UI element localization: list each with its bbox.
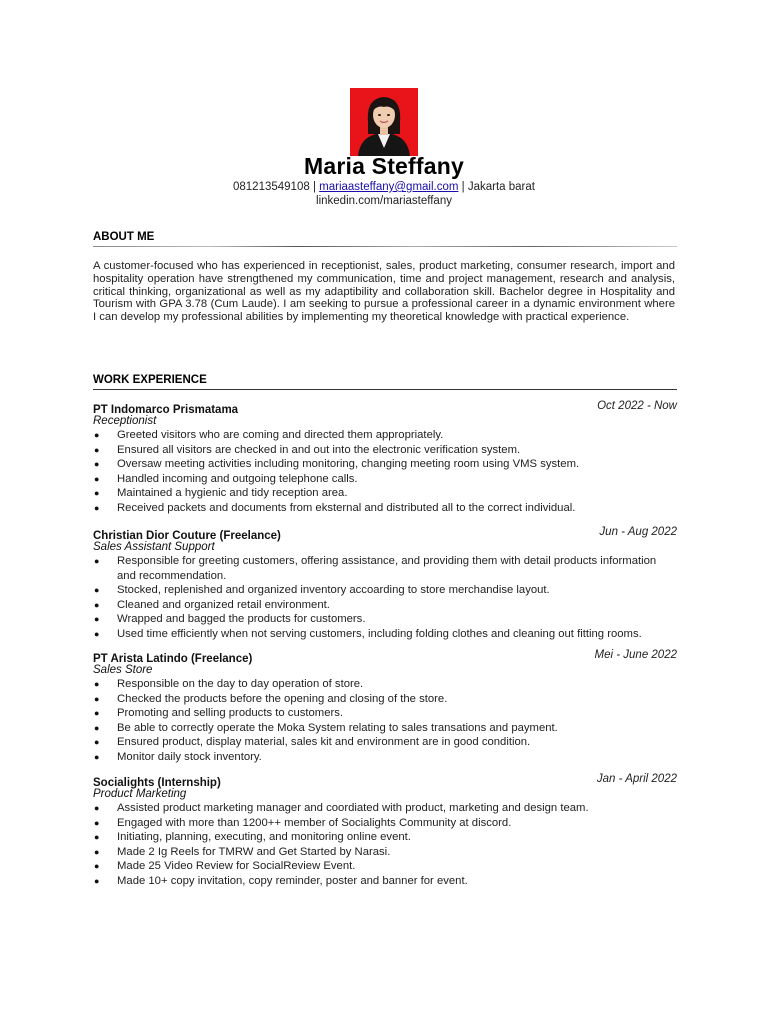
list-item: ● Responsible for greeting customers, offering assistance, and providing them with detail products information and recommendation. xyxy=(94,555,657,582)
profile-photo xyxy=(350,88,418,156)
bullet-icon: ● xyxy=(94,444,100,455)
list-item: ● Checked the products before the opening and closing of the store. xyxy=(94,692,448,705)
bullet-icon: ● xyxy=(94,679,100,689)
job-duties xyxy=(93,554,677,642)
job-entry xyxy=(93,773,677,889)
bullet-icon: ● xyxy=(94,628,100,639)
bullet-icon: ● xyxy=(94,722,100,733)
bullet-icon: ● xyxy=(94,599,100,610)
job-duties xyxy=(93,801,677,889)
list-item: ● Handled incoming and outgoing telephone calls. xyxy=(94,472,358,485)
location: Jakarta barat xyxy=(467,181,535,193)
email-link[interactable]: mariaasteffany@gmail.com xyxy=(319,181,459,193)
section-divider xyxy=(93,246,677,247)
list-item: ● Used time efficiently when not serving customers, including folding clothes and cleaning out fitting rooms. xyxy=(94,627,642,640)
list-item: ● Oversaw meeting activities including monitoring, changing meeting room using VMS system. xyxy=(94,458,580,471)
job-role: Sales Store xyxy=(93,664,153,676)
list-item: ● Stocked, replenished and organized inventory accoarding to store merchandise layout. xyxy=(94,584,550,597)
separator: | xyxy=(312,181,316,193)
job-role: Receptionist xyxy=(93,415,157,427)
bullet-icon: ● xyxy=(94,861,100,872)
list-item: ● Made 10+ copy invitation, copy reminder, poster and banner for event. xyxy=(94,874,468,887)
list-item: ● Wrapped and bagged the products for customers. xyxy=(94,613,366,626)
bullet-icon: ● xyxy=(94,803,100,813)
bullet-icon: ● xyxy=(94,430,100,440)
list-item: ● Ensured all visitors are checked in and out into the electronic verification system. xyxy=(94,443,521,456)
bullet-icon: ● xyxy=(94,737,100,748)
list-item: ● Ensured product, display material, sales kit and environment are in good condition. xyxy=(94,736,531,749)
job-period: Jun - Aug 2022 xyxy=(599,526,677,538)
bullet-icon: ● xyxy=(94,832,100,843)
bullet-icon: ● xyxy=(94,751,100,762)
bullet-icon: ● xyxy=(94,585,100,596)
bullet-icon: ● xyxy=(94,556,100,566)
linkedin-url: linkedin.com/mariasteffany xyxy=(316,195,452,207)
company-name: PT Arista Latindo (Freelance) xyxy=(93,653,253,665)
company-name: Socialights (Internship) xyxy=(93,777,221,789)
job-role: Product Marketing xyxy=(93,788,187,800)
bullet-icon: ● xyxy=(94,488,100,499)
bullet-icon: ● xyxy=(94,846,100,857)
bullet-icon: ● xyxy=(94,614,100,625)
contact-info xyxy=(0,180,768,208)
list-item: ● Maintained a hygienic and tidy reception area. xyxy=(94,487,348,500)
work-heading: WORK EXPERIENCE xyxy=(93,374,207,386)
bullet-icon: ● xyxy=(94,693,100,704)
bullet-icon: ● xyxy=(94,473,100,484)
candidate-name: Maria Steffany xyxy=(303,153,464,179)
job-period: Oct 2022 - Now xyxy=(597,400,677,412)
job-role: Sales Assistant Support xyxy=(93,541,215,553)
phone-number: 081213549108 xyxy=(233,181,310,193)
bullet-icon: ● xyxy=(94,875,100,886)
company-name: PT Indomarco Prismatama xyxy=(93,404,239,416)
list-item: ● Received packets and documents from eksternal and distributed all to the correct individual. xyxy=(94,501,576,514)
contact-line xyxy=(0,180,768,194)
job-entry xyxy=(93,400,677,516)
job-entry xyxy=(93,649,677,765)
bullet-icon: ● xyxy=(94,459,100,470)
job-period: Jan - April 2022 xyxy=(596,773,677,785)
about-heading: ABOUT ME xyxy=(93,231,155,243)
list-item: ● Initiating, planning, executing, and monitoring online event. xyxy=(94,831,411,844)
separator: | xyxy=(461,181,465,193)
list-item: ● Cleaned and organized retail environment. xyxy=(94,598,330,611)
job-period: Mei - June 2022 xyxy=(594,649,677,661)
bullet-icon: ● xyxy=(94,817,100,828)
about-text: A customer-focused who has experienced in receptionist, sales, product marketing, consumer research, import and hospitality operation have strengthened my communication, time and project management, research and analysis, critical thinking, organizational as well as my adaptibility and collaboration skill. Bachelor degree in Hospitality and Tourism with GPA 3.78 (Cum Laude). I am seeking to pursue a professional career in a dynamic environment where I can develop my professional abilities by implementing my theoretical knowledge with practical experience. xyxy=(93,260,675,324)
list-item: ● Responsible on the day to day operation of store. xyxy=(94,678,364,690)
list-item: ● Greeted visitors who are coming and directed them appropriately. xyxy=(94,429,444,441)
job-duties xyxy=(93,677,677,765)
list-item: ● Made 2 Ig Reels for TMRW and Get Started by Narasi. xyxy=(94,845,391,858)
section-divider xyxy=(93,389,677,390)
list-item: ● Assisted product marketing manager and coordiated with product, marketing and design team. xyxy=(94,802,589,814)
list-item: ● Be able to correctly operate the Moka System relating to sales transations and payment. xyxy=(94,721,558,734)
list-item: ● Made 25 Video Review for SocialReview Event. xyxy=(94,860,356,873)
list-item: ● Promoting and selling products to customers. xyxy=(94,707,344,720)
job-duties xyxy=(93,428,677,516)
company-name: Christian Dior Couture (Freelance) xyxy=(93,530,281,542)
list-item: ● Monitor daily stock inventory. xyxy=(94,750,262,763)
list-item: ● Engaged with more than 1200++ member of Socialights Community at discord. xyxy=(94,816,512,829)
bullet-icon: ● xyxy=(94,502,100,513)
job-entry xyxy=(93,526,677,642)
bullet-icon: ● xyxy=(94,708,100,719)
